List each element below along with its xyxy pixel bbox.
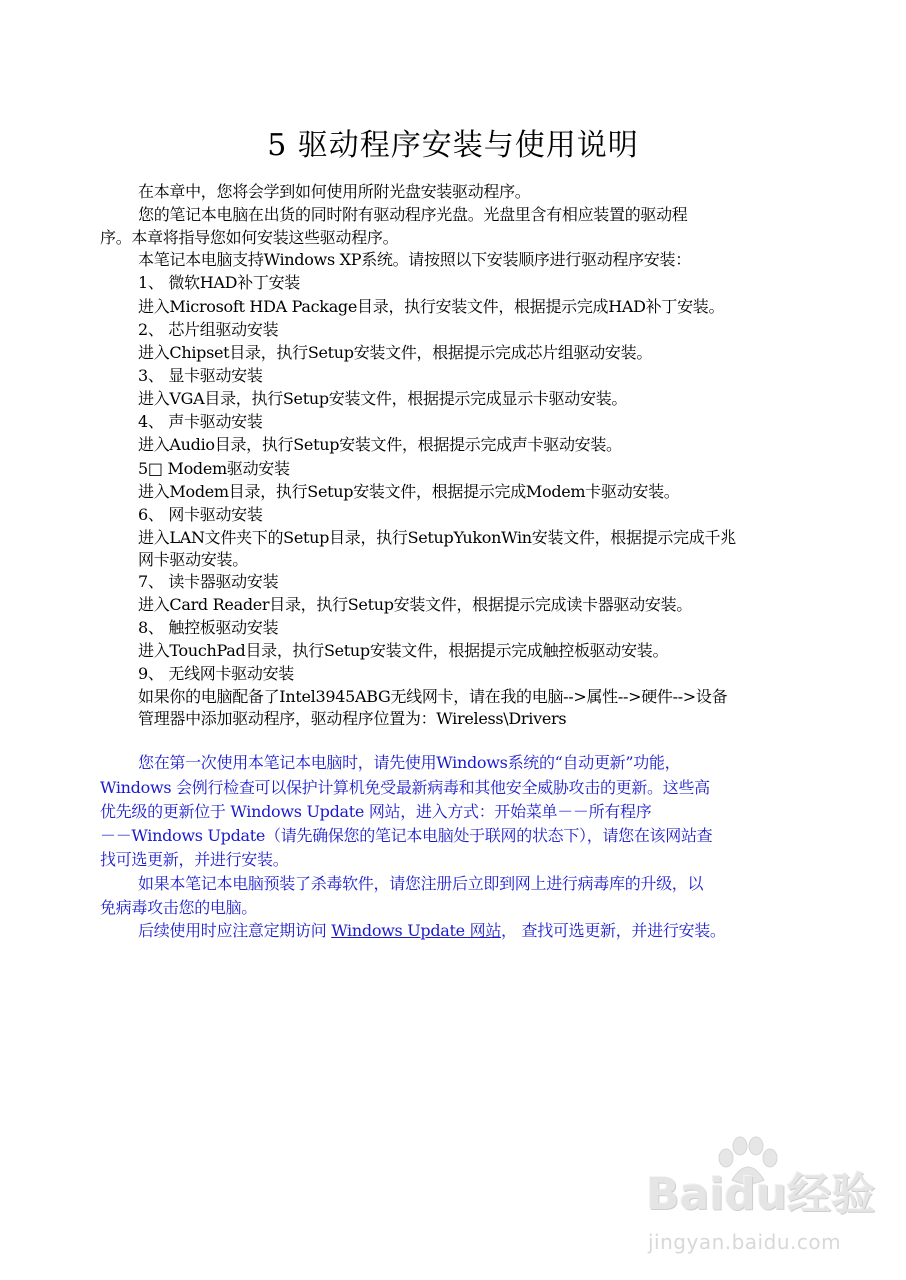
paragraph-line: 在本章中，您将会学到如何使用所附光盘安装驱动程序。 <box>138 182 531 201</box>
step-instruction-cont: 管理器中添加驱动程序，驱动程序位置为：Wireless\Drivers <box>138 709 567 728</box>
paragraph-line: 您的笔记本电脑在出货的同时附有驱动程序光盘。光盘里含有相应装置的驱动程 <box>138 205 688 224</box>
baidu-url-text: jingyan.baidu.com <box>648 1230 842 1254</box>
notice-text: 后续使用时应注意定期访问 <box>138 921 332 940</box>
windows-update-link[interactable]: Windows Update 网站 <box>331 921 502 940</box>
step-instruction: 如果你的电脑配备了Intel3945ABG无线网卡，请在我的电脑-->属性-->硬件-->设备 <box>138 687 728 706</box>
notice-line: 您在第一次使用本笔记本电脑时，请先使用Windows系统的“自动更新”功能， <box>138 753 681 772</box>
notice-line: 找可选更新，并进行安装。 <box>100 850 289 869</box>
step-instruction: 进入TouchPad目录，执行Setup安装文件，根据提示完成触控板驱动安装。 <box>138 641 669 660</box>
notice-line: 免病毒攻击您的电脑。 <box>100 898 258 917</box>
step-instruction: 进入VGA目录，执行Setup安装文件，根据提示完成显示卡驱动安装。 <box>138 389 628 408</box>
step-heading: 9、 无线网卡驱动安装 <box>138 664 294 683</box>
step-instruction: 进入Chipset目录，执行Setup安装文件，根据提示完成芯片组驱动安装。 <box>138 343 653 362</box>
paragraph-line: 序。本章将指导您如何安装这些驱动程序。 <box>100 228 399 247</box>
notice-text: ， 查找可选更新，并进行安装。 <box>501 921 726 940</box>
step-heading: 6、 网卡驱动安装 <box>138 505 263 524</box>
notice-line: －－Windows Update（请先确保您的笔记本电脑处于联网的状态下），请您在该网站查 <box>100 826 713 845</box>
step-instruction-cont: 网卡驱动安装。 <box>138 550 248 569</box>
step-heading: 3、 显卡驱动安装 <box>138 366 263 385</box>
step-instruction: 进入Modem目录，执行Setup安装文件，根据提示完成Modem卡驱动安装。 <box>138 482 680 501</box>
notice-line: Windows 会例行检查可以保护计算机免受最新病毒和其他安全威胁攻击的更新。这些高 <box>100 778 710 797</box>
baidu-logo-text: Baidu经验 <box>646 1169 876 1220</box>
step-heading: 4、 声卡驱动安装 <box>138 412 263 431</box>
step-heading: 7、 读卡器驱动安装 <box>138 572 279 591</box>
page-title: 5 驱动程序安装与使用说明 <box>267 128 639 163</box>
baidu-watermark <box>640 1130 890 1270</box>
step-instruction: 进入Microsoft HDA Package目录，执行安装文件，根据提示完成HAD补丁安装。 <box>138 297 725 316</box>
step-instruction: 进入Card Reader目录，执行Setup安装文件，根据提示完成读卡器驱动安装。 <box>138 595 692 614</box>
step-instruction: 进入Audio目录，执行Setup安装文件，根据提示完成声卡驱动安装。 <box>138 435 622 454</box>
step-heading: 5□ Modem驱动安装 <box>138 459 290 478</box>
paragraph-line: 本笔记本电脑支持Windows XP系统。请按照以下安装顺序进行驱动程序安装： <box>138 250 691 269</box>
notice-line: 如果本笔记本电脑预装了杀毒软件，请您注册后立即到网上进行病毒库的升级，以 <box>138 874 704 893</box>
step-heading: 8、 触控板驱动安装 <box>138 618 279 637</box>
notice-line: 优先级的更新位于 Windows Update 网站，进入方式：开始菜单－－所有程序 <box>100 802 652 821</box>
step-heading: 1、 微软HAD补丁安装 <box>138 273 301 292</box>
step-heading: 2、 芯片组驱动安装 <box>138 320 279 339</box>
step-instruction: 进入LAN文件夹下的Setup目录，执行SetupYukonWin安装文件，根据提示完成千兆 <box>138 528 736 547</box>
notice-last-line <box>138 920 726 942</box>
